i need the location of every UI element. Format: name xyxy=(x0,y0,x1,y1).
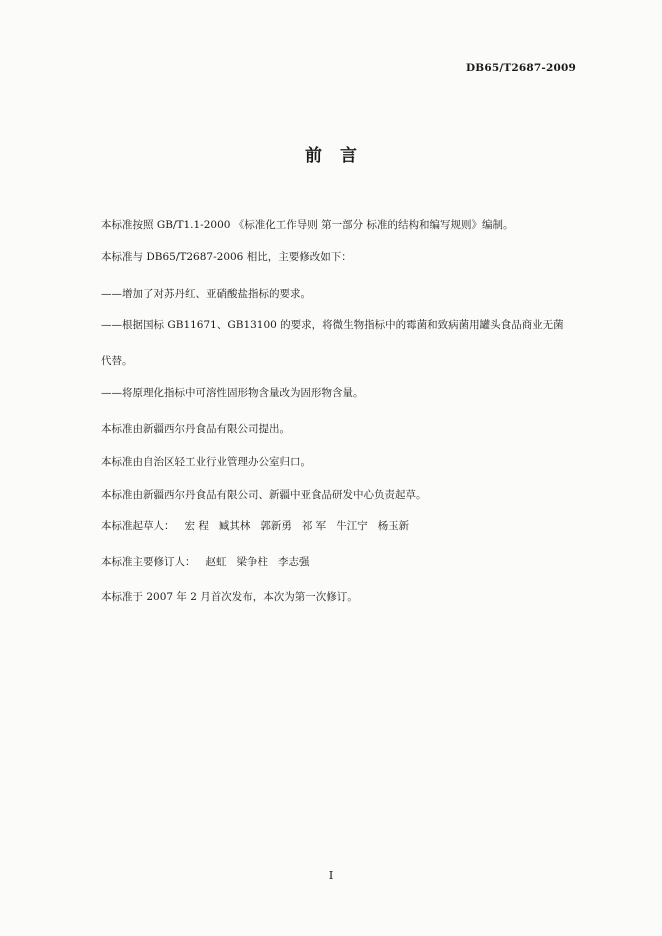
page-number: I xyxy=(328,869,334,882)
paragraph-release-history: 本标准于 2007 年 2 月首次发布，本次为第一次修订。 xyxy=(101,591,358,603)
paragraph-change-1: ——增加了对苏丹红、亚硝酸盐指标的要求。 xyxy=(101,288,311,300)
page-title: 前言 xyxy=(305,146,375,166)
drafter-name: 臧其林 xyxy=(218,520,251,532)
drafter-name: 祁 军 xyxy=(301,520,327,532)
drafter-name: 郭新勇 xyxy=(260,520,292,532)
paragraph-change-2: ——根据国标 GB11671、GB13100 的要求，将微生物指标中的霉菌和致病菌用罐头食品商业无菌 xyxy=(101,319,564,331)
reviser-name: 梁争柱 xyxy=(236,556,268,568)
paragraph-administrator: 本标准由自治区轻工业行业管理办公室归口。 xyxy=(101,456,311,468)
paragraph-change-3: ——将原理化指标中可溶性固形物含量改为固形物含量。 xyxy=(101,387,364,399)
paragraph-proposer: 本标准由新疆西尔丹食品有限公司提出。 xyxy=(101,423,290,435)
standard-code: DB65/T2687-2009 xyxy=(465,62,576,74)
drafter-name: 宏 程 xyxy=(184,520,209,532)
paragraph-revisers xyxy=(101,555,310,569)
paragraph-compilation-basis: 本标准按照 GB/T1.1-2000 《标准化工作导则 第一部分 标准的结构和编写规则》编制。 xyxy=(101,219,514,231)
paragraph-changes-intro: 本标准与 DB65/T2687-2006 相比，主要修改如下： xyxy=(101,251,352,263)
revisers-label: 本标准主要修订人： xyxy=(101,556,196,568)
drafters-label: 本标准起草人： xyxy=(101,520,175,532)
reviser-name: 李志强 xyxy=(278,556,310,568)
paragraph-drafters xyxy=(101,519,409,533)
drafter-name: 牛江宁 xyxy=(336,520,368,532)
paragraph-change-2-continued: 代替。 xyxy=(101,355,133,367)
reviser-name: 赵虹 xyxy=(205,556,227,568)
paragraph-drafting-units: 本标准由新疆西尔丹食品有限公司、新疆中亚食品研发中心负责起草。 xyxy=(101,489,427,501)
drafter-name: 杨玉新 xyxy=(377,520,410,532)
